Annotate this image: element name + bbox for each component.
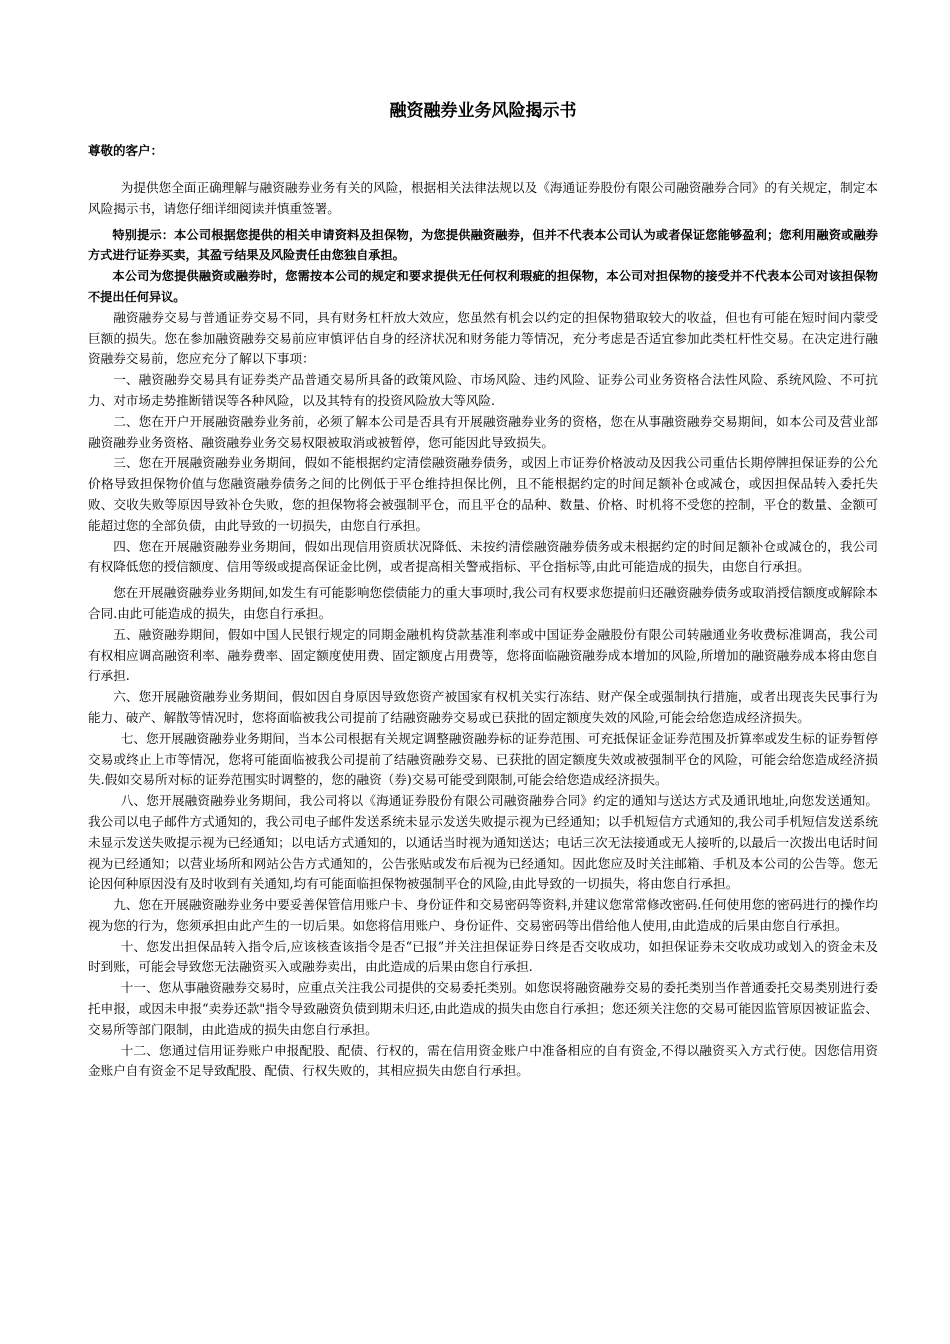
risk-item-1: 一、融资融券交易具有证券类产品普通交易所具备的政策风险、市场风险、违约风险、证券公司业务资格合法性风险、系统风险、不可抗力、对市场走势推断错误等各种风险，以及其特有的投资风险放大等风险. bbox=[88, 372, 878, 408]
leverage-paragraph: 融资融券交易与普通证券交易不同，具有财务杠杆放大效应，您虽然有机会以约定的担保物猎取较大的收益，但也有可能在短时间内蒙受巨额的损失。您在参加融资融券交易前应审慎评估自身的经济状况和财务能力等情况，充分考虑是否适宜参加此类杠杆性交易。在决定进行融资融券交易前，您应充分了解以下事项： bbox=[88, 309, 878, 367]
risk-item-2: 二、您在开户开展融资融券业务前，必须了解本公司是否具有开展融资融券业务的资格，您在从事融资融券交易期间，如本公司及营业部融资融券业务资格、融资融券业务交易权限被取消或被暂停，您可能因此导致损失。 bbox=[88, 413, 878, 450]
risk-item-3: 三、您在开展融资融券业务期间，假如不能根据约定清偿融资融券债务，或因上市证券价格波动及因我公司重估长期停牌担保证券的公允价格导致担保物价值与您融资融券债务之间的比例低于平仓维持担保比例，且不能根据约定的时间足额补仓或减仓，或因担保品转入委托失败、交收失败等原因导致补仓失败，您的担保物将会被强制平仓，而且平仓的品种、数量、价格、时机将不受您的控制，平仓的数量、金额可能超过您的全部负债，由此导致的一切损失，由您自行承担。 bbox=[88, 455, 878, 533]
intro-paragraph: 为提供您全面正确理解与融资融券业务有关的风险，根据相关法律法规以及《海通证券股份有限公司融资融券合同》的有关规定，制定本风险揭示书，请您仔细详细阅读并慎重签署。 bbox=[88, 180, 878, 216]
risk-item-5: 五、融资融券期间，假如中国人民银行规定的同期金融机构贷款基准利率或中国证券金融股份有限公司转融通业务收费标准调高，我公司有权相应调高融资利率、融券费率、固定额度使用费、固定额度占用费等，您将面临融资融券成本增加的风险,所增加的融资融券成本将由您自行承担. bbox=[88, 626, 878, 684]
risk-item-10: 十、您发出担保品转入指令后,应该核查该指令是否“已报”并关注担保证券日终是否交收成功，如担保证券未交收成功或划入的资金未及时到账，可能会导致您无法融资买入或融券卖出，由此造成的后果由您自行承担. bbox=[88, 938, 878, 975]
risk-item-9: 九、您在开展融资融券业务中要妥善保管信用账户卡、身份证件和交易密码等资料,并建议您常常修改密码.任何使用您的密码进行的操作均视为您的行为，您须承担由此产生的一切后果。如您将信用账户、身份证件、交易密码等出借给他人使用,由此造成的后果由您自行承担。 bbox=[88, 897, 878, 933]
document-body bbox=[88, 178, 878, 1082]
collateral-notice-paragraph: 本公司为您提供融资或融券时，您需按本公司的规定和要求提供无任何权利瑕疵的担保物，本公司对担保物的接受并不代表本公司对该担保物不提出任何异议。 bbox=[88, 269, 878, 304]
risk-item-6: 六、您开展融资融券业务期间，假如因自身原因导致您资产被国家有权机关实行冻结、财产保全或强制执行措施，或者出现丧失民事行为能力、破产、解散等情况时，您将面临被我公司提前了结融资融券交易或已获批的固定额度失效的风险,可能会给您造成经济损失。 bbox=[88, 689, 878, 725]
risk-item-12: 十二、您通过信用证券账户申报配股、配债、行权的，需在信用资金账户中准备相应的自有资金,不得以融资买入方式行使。因您信用资金账户自有资金不足导致配股、配债、行权失败的，其相应损失由您自行承担。 bbox=[88, 1042, 878, 1079]
risk-item-7: 七、您开展融资融券业务期间，当本公司根据有关规定调整融资融券标的证券范围、可充抵保证金证券范围及折算率或发生标的证券暂停交易或终止上市等情况，您将可能面临被我公司提前了结融资融券交易、已获批的固定额度失效或被强制平仓的风险，可能会给您造成经济损失.假如交易所对标的证券范围实时调整的，您的融资（券)交易可能受到限制,可能会给您造成经济损失。 bbox=[88, 730, 878, 788]
special-notice-paragraph: 特别提示：本公司根据您提供的相关申请资料及担保物，为您提供融资融券，但并不代表本公司认为或者保证您能够盈利；您利用融资或融券方式进行证券买卖，其盈亏结果及风险责任由您独自承担。 bbox=[88, 227, 878, 263]
salutation: 尊敬的客户： bbox=[88, 143, 164, 158]
document-title: 融资融券业务风险揭示书 bbox=[389, 101, 577, 121]
risk-item-4: 四、您在开展融资融券业务期间，假如出现信用资质状况降低、未按约清偿融资融券债务或未根据约定的时间足额补仓或减仓的，我公司有权降低您的授信额度、信用等级或提高保证金比例，或者提高相关警戒指标、平仓指标等,由此可能造成的损失，由您自行承担。 bbox=[88, 538, 878, 575]
risk-item-4-supplement: 您在开展融资融券业务期间,如发生有可能影响您偿债能力的重大事项时,我公司有权要求您提前归还融资融券债务或取消授信额度或解除本合同.由此可能造成的损失，由您自行承担。 bbox=[88, 585, 878, 621]
risk-item-11: 十一、您从事融资融券交易时，应重点关注我公司提供的交易委托类别。如您误将融资融券交易的委托类别当作普通委托交易类别进行委托申报，或因未申报“卖券还款"指令导致融资负债到期未归还,由此造成的损失由您自行承担；您还须关注您的交易可能因监管原因被证监会、交易所等部门限制，由此造成的损失由您自行承担。 bbox=[88, 980, 878, 1037]
risk-item-8: 八、您开展融资融券业务期间，我公司将以《海通证券股份有限公司融资融券合同》约定的通知与送达方式及通讯地址,向您发送通知。我公司以电子邮件方式通知的，我公司电子邮件发送系统未显示发送失败提示视为已经通知；以手机短信方式通知的,我公司手机短信发送系统未显示发送失败提示视为已经通知；以电话方式通知的，以通话当时视为通知送达；电话三次无法接通或无人接听的,以最后一次拨出电话时间视为已经通知；以营业场所和网站公告方式通知的，公告张贴或发布后视为已经通知。因此您应及时关注邮箱、手机及本公司的公告等。您无论因何种原因没有及时收到有关通知,均有可能面临担保物被强制平仓的风险,由此导致的一切损失，将由您自行承担。 bbox=[88, 793, 878, 892]
